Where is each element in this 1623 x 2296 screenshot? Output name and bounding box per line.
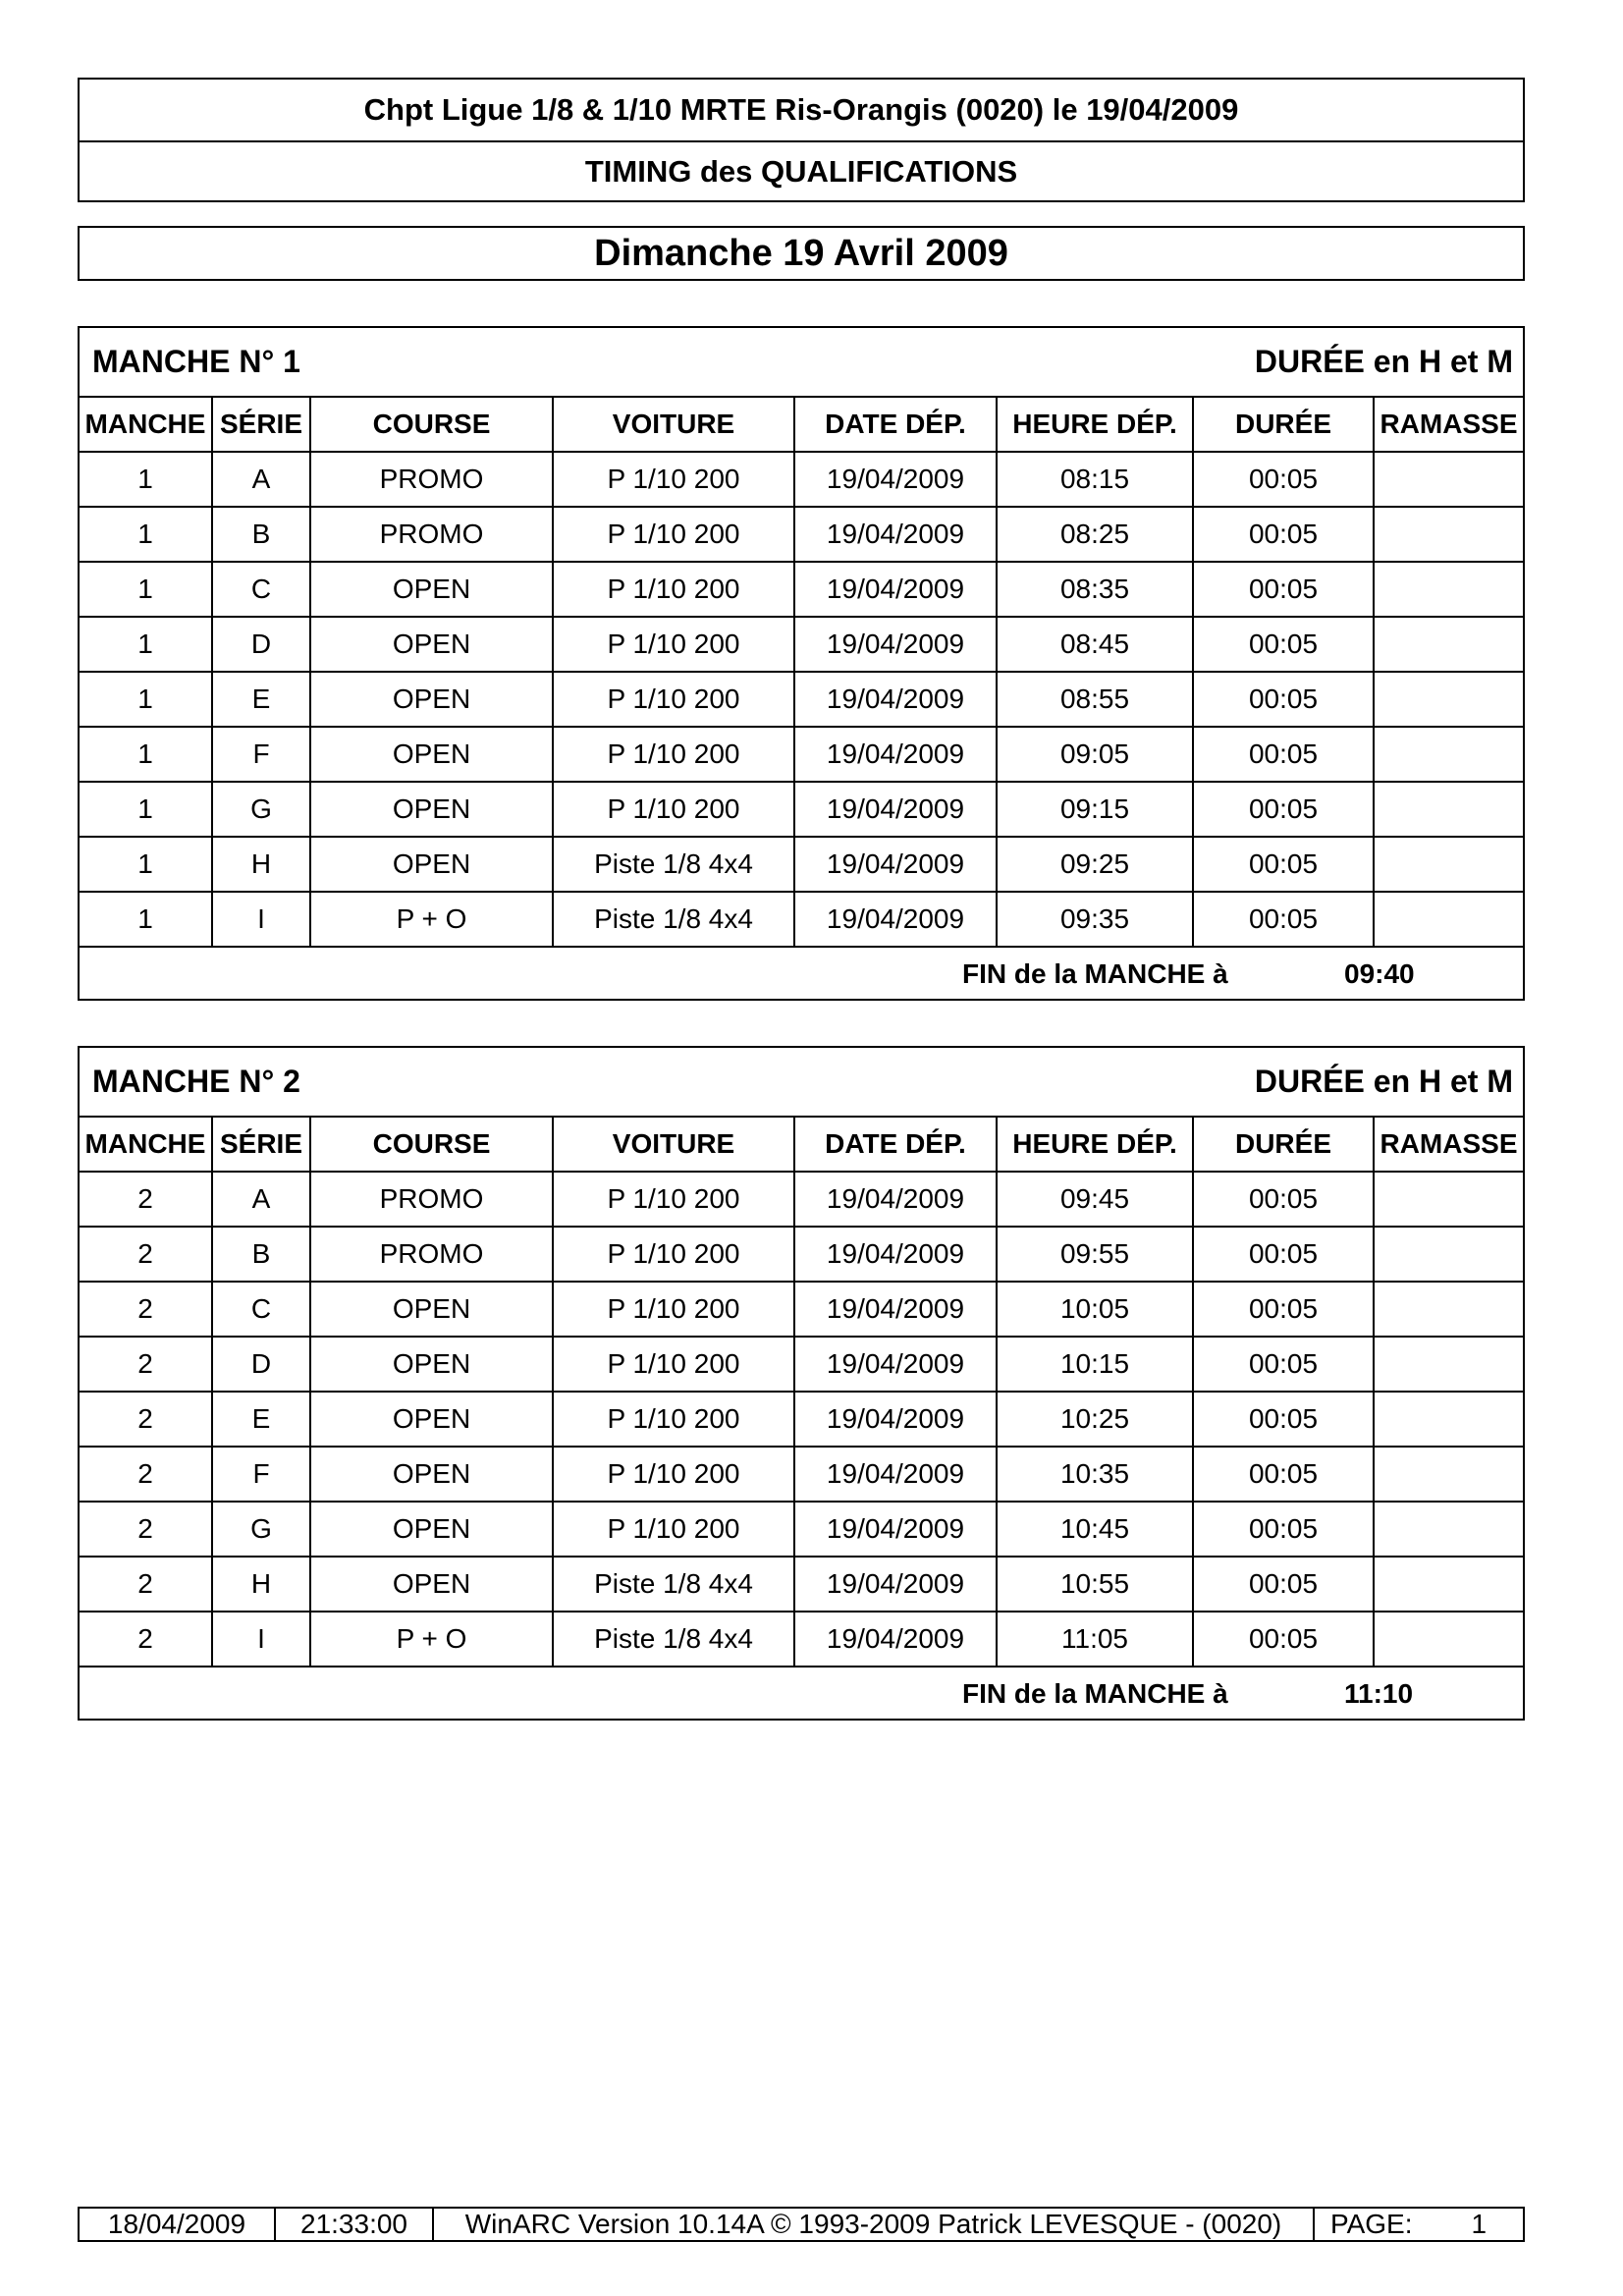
cell-serie: A (212, 1172, 310, 1227)
cell-ramasse (1374, 1282, 1523, 1337)
cell-date: 19/04/2009 (794, 837, 997, 892)
cell-voiture: P 1/10 200 (553, 562, 794, 617)
cell-heure: 11:05 (997, 1612, 1193, 1667)
cell-date: 19/04/2009 (794, 782, 997, 837)
cell-ramasse (1374, 1392, 1523, 1447)
column-header-voiture: VOITURE (553, 398, 794, 452)
cell-ramasse (1374, 507, 1523, 562)
column-header-duree: DURÉE (1193, 1118, 1374, 1172)
cell-voiture: P 1/10 200 (553, 507, 794, 562)
cell-ramasse (1374, 672, 1523, 727)
cell-serie: E (212, 672, 310, 727)
end-label: FIN de la MANCHE à (962, 958, 1228, 989)
cell-date: 19/04/2009 (794, 1172, 997, 1227)
column-header-date: DATE DÉP. (794, 1118, 997, 1172)
event-title: Chpt Ligue 1/8 & 1/10 MRTE Ris-Orangis (0020) le 19/04/2009 (363, 92, 1239, 127)
page-number: 1 (1471, 2209, 1488, 2239)
column-header-voiture: VOITURE (553, 1118, 794, 1172)
cell-heure: 09:55 (997, 1227, 1193, 1282)
footer-time: 21:33:00 (274, 2209, 432, 2240)
column-header-ramasse: RAMASSE (1374, 398, 1523, 452)
cell-course: PROMO (310, 1227, 553, 1282)
cell-serie: E (212, 1392, 310, 1447)
cell-manche: 2 (80, 1612, 212, 1667)
cell-course: OPEN (310, 837, 553, 892)
cell-heure: 08:45 (997, 617, 1193, 672)
cell-serie: G (212, 782, 310, 837)
cell-ramasse (1374, 1337, 1523, 1392)
manche-title-bar (80, 1048, 1523, 1118)
document-header (78, 78, 1525, 202)
cell-serie: F (212, 727, 310, 782)
table-row (80, 1282, 1523, 1337)
end-time: 09:40 (1344, 958, 1415, 989)
cell-duree: 00:05 (1193, 562, 1374, 617)
cell-duree: 00:05 (1193, 1337, 1374, 1392)
cell-heure: 09:45 (997, 1172, 1193, 1227)
cell-heure: 08:35 (997, 562, 1193, 617)
column-header-date: DATE DÉP. (794, 398, 997, 452)
cell-serie: I (212, 892, 310, 947)
cell-duree: 00:05 (1193, 1282, 1374, 1337)
cell-voiture: Piste 1/8 4x4 (553, 837, 794, 892)
cell-course: OPEN (310, 727, 553, 782)
cell-voiture: P 1/10 200 (553, 1337, 794, 1392)
cell-course: OPEN (310, 1282, 553, 1337)
cell-duree: 00:05 (1193, 507, 1374, 562)
cell-serie: B (212, 1227, 310, 1282)
table-row (80, 892, 1523, 947)
cell-heure: 10:25 (997, 1392, 1193, 1447)
cell-duree: 00:05 (1193, 1392, 1374, 1447)
column-header-heure: HEURE DÉP. (997, 1118, 1193, 1172)
cell-heure: 09:35 (997, 892, 1193, 947)
cell-manche: 1 (80, 892, 212, 947)
cell-heure: 10:45 (997, 1502, 1193, 1557)
cell-heure: 09:25 (997, 837, 1193, 892)
cell-serie: G (212, 1502, 310, 1557)
cell-duree: 00:05 (1193, 727, 1374, 782)
cell-ramasse (1374, 727, 1523, 782)
cell-serie: C (212, 1282, 310, 1337)
cell-date: 19/04/2009 (794, 507, 997, 562)
manche-section (78, 326, 1525, 1001)
table-header-row (80, 398, 1523, 452)
cell-voiture: P 1/10 200 (553, 617, 794, 672)
cell-manche: 1 (80, 727, 212, 782)
cell-voiture: P 1/10 200 (553, 452, 794, 507)
cell-date: 19/04/2009 (794, 562, 997, 617)
cell-serie: A (212, 452, 310, 507)
table-row (80, 507, 1523, 562)
table-row (80, 617, 1523, 672)
column-header-heure: HEURE DÉP. (997, 398, 1193, 452)
cell-heure: 09:05 (997, 727, 1193, 782)
cell-voiture: Piste 1/8 4x4 (553, 1557, 794, 1612)
cell-duree: 00:05 (1193, 837, 1374, 892)
column-header-serie: SÉRIE (212, 398, 310, 452)
day-banner: Dimanche 19 Avril 2009 (78, 226, 1525, 281)
cell-heure: 08:25 (997, 507, 1193, 562)
cell-ramasse (1374, 782, 1523, 837)
cell-date: 19/04/2009 (794, 1447, 997, 1502)
cell-ramasse (1374, 1447, 1523, 1502)
timing-table (80, 1118, 1523, 1667)
cell-course: PROMO (310, 1172, 553, 1227)
cell-manche: 1 (80, 507, 212, 562)
cell-date: 19/04/2009 (794, 1502, 997, 1557)
footer-software: WinARC Version 10.14A © 1993-2009 Patrick LEVESQUE - (0020) (432, 2209, 1313, 2240)
cell-manche: 2 (80, 1392, 212, 1447)
cell-duree: 00:05 (1193, 1502, 1374, 1557)
column-header-duree: DURÉE (1193, 398, 1374, 452)
cell-duree: 00:05 (1193, 1172, 1374, 1227)
footer-date: 18/04/2009 (107, 2209, 246, 2239)
cell-date: 19/04/2009 (794, 672, 997, 727)
cell-heure: 10:35 (997, 1447, 1193, 1502)
table-row (80, 837, 1523, 892)
cell-date: 19/04/2009 (794, 617, 997, 672)
cell-ramasse (1374, 892, 1523, 947)
cell-serie: C (212, 562, 310, 617)
cell-date: 19/04/2009 (794, 452, 997, 507)
document-subtitle: TIMING des QUALIFICATIONS (80, 140, 1523, 201)
cell-manche: 2 (80, 1502, 212, 1557)
manche-section (78, 1046, 1525, 1721)
cell-voiture: P 1/10 200 (553, 1392, 794, 1447)
cell-heure: 08:55 (997, 672, 1193, 727)
cell-date: 19/04/2009 (794, 1282, 997, 1337)
cell-manche: 2 (80, 1447, 212, 1502)
manche-end-row (80, 948, 1523, 999)
column-header-course: COURSE (310, 1118, 553, 1172)
cell-heure: 09:15 (997, 782, 1193, 837)
column-header-manche: MANCHE (80, 398, 212, 452)
column-header-manche: MANCHE (80, 1118, 212, 1172)
cell-serie: D (212, 617, 310, 672)
cell-manche: 1 (80, 452, 212, 507)
cell-voiture: P 1/10 200 (553, 1502, 794, 1557)
cell-manche: 2 (80, 1227, 212, 1282)
table-row (80, 1612, 1523, 1667)
cell-duree: 00:05 (1193, 1557, 1374, 1612)
footer-page (1313, 2209, 1523, 2240)
duration-label: DURÉE en H et M (1254, 1064, 1513, 1099)
table-row (80, 727, 1523, 782)
cell-course: P + O (310, 892, 553, 947)
cell-date: 19/04/2009 (794, 1612, 997, 1667)
cell-ramasse (1374, 1172, 1523, 1227)
manche-title: MANCHE N° 1 (92, 344, 300, 379)
cell-serie: D (212, 1337, 310, 1392)
end-label: FIN de la MANCHE à (962, 1678, 1228, 1709)
table-row (80, 562, 1523, 617)
cell-date: 19/04/2009 (794, 727, 997, 782)
cell-heure: 10:55 (997, 1557, 1193, 1612)
cell-course: OPEN (310, 1557, 553, 1612)
cell-manche: 2 (80, 1337, 212, 1392)
cell-manche: 1 (80, 617, 212, 672)
cell-date: 19/04/2009 (794, 1557, 997, 1612)
cell-voiture: Piste 1/8 4x4 (553, 892, 794, 947)
cell-ramasse (1374, 617, 1523, 672)
cell-ramasse (1374, 1502, 1523, 1557)
cell-course: OPEN (310, 1447, 553, 1502)
cell-date: 19/04/2009 (794, 1227, 997, 1282)
cell-heure: 10:15 (997, 1337, 1193, 1392)
cell-ramasse (1374, 562, 1523, 617)
cell-serie: H (212, 837, 310, 892)
table-row (80, 1447, 1523, 1502)
table-row (80, 672, 1523, 727)
page-footer (78, 2207, 1525, 2242)
cell-ramasse (1374, 837, 1523, 892)
cell-course: OPEN (310, 617, 553, 672)
cell-ramasse (1374, 1227, 1523, 1282)
cell-date: 19/04/2009 (794, 892, 997, 947)
cell-duree: 00:05 (1193, 1447, 1374, 1502)
cell-ramasse (1374, 1557, 1523, 1612)
cell-course: OPEN (310, 1502, 553, 1557)
table-row (80, 782, 1523, 837)
cell-date: 19/04/2009 (794, 1392, 997, 1447)
manche-title-bar (80, 328, 1523, 398)
cell-heure: 08:15 (997, 452, 1193, 507)
cell-serie: I (212, 1612, 310, 1667)
cell-course: OPEN (310, 562, 553, 617)
cell-course: P + O (310, 1612, 553, 1667)
cell-course: OPEN (310, 1337, 553, 1392)
cell-voiture: P 1/10 200 (553, 1447, 794, 1502)
cell-manche: 1 (80, 837, 212, 892)
timing-table (80, 398, 1523, 948)
manche-end-row (80, 1667, 1523, 1719)
cell-duree: 00:05 (1193, 1227, 1374, 1282)
cell-course: PROMO (310, 452, 553, 507)
cell-duree: 00:05 (1193, 617, 1374, 672)
table-row (80, 1557, 1523, 1612)
cell-voiture: P 1/10 200 (553, 1282, 794, 1337)
cell-serie: B (212, 507, 310, 562)
cell-voiture: P 1/10 200 (553, 782, 794, 837)
cell-duree: 00:05 (1193, 1612, 1374, 1667)
cell-course: PROMO (310, 507, 553, 562)
cell-course: OPEN (310, 672, 553, 727)
cell-date: 19/04/2009 (794, 1337, 997, 1392)
page-label: PAGE: (1330, 2209, 1413, 2239)
table-header-row (80, 1118, 1523, 1172)
cell-serie: F (212, 1447, 310, 1502)
table-row (80, 1502, 1523, 1557)
cell-manche: 1 (80, 782, 212, 837)
cell-duree: 00:05 (1193, 892, 1374, 947)
cell-manche: 2 (80, 1172, 212, 1227)
table-row (80, 1227, 1523, 1282)
cell-manche: 1 (80, 672, 212, 727)
cell-course: OPEN (310, 782, 553, 837)
cell-manche: 2 (80, 1557, 212, 1612)
cell-course: OPEN (310, 1392, 553, 1447)
manche-title: MANCHE N° 2 (92, 1064, 300, 1099)
cell-voiture: P 1/10 200 (553, 727, 794, 782)
cell-ramasse (1374, 1612, 1523, 1667)
cell-manche: 2 (80, 1282, 212, 1337)
cell-heure: 10:05 (997, 1282, 1193, 1337)
table-row (80, 452, 1523, 507)
column-header-ramasse: RAMASSE (1374, 1118, 1523, 1172)
cell-voiture: P 1/10 200 (553, 1172, 794, 1227)
cell-duree: 00:05 (1193, 452, 1374, 507)
cell-ramasse (1374, 452, 1523, 507)
cell-duree: 00:05 (1193, 672, 1374, 727)
cell-serie: H (212, 1557, 310, 1612)
cell-voiture: P 1/10 200 (553, 672, 794, 727)
table-row (80, 1392, 1523, 1447)
end-time: 11:10 (1344, 1678, 1414, 1709)
cell-voiture: P 1/10 200 (553, 1227, 794, 1282)
duration-label: DURÉE en H et M (1254, 344, 1513, 379)
cell-voiture: Piste 1/8 4x4 (553, 1612, 794, 1667)
table-row (80, 1337, 1523, 1392)
column-header-serie: SÉRIE (212, 1118, 310, 1172)
table-row (80, 1172, 1523, 1227)
cell-duree: 00:05 (1193, 782, 1374, 837)
cell-manche: 1 (80, 562, 212, 617)
column-header-course: COURSE (310, 398, 553, 452)
